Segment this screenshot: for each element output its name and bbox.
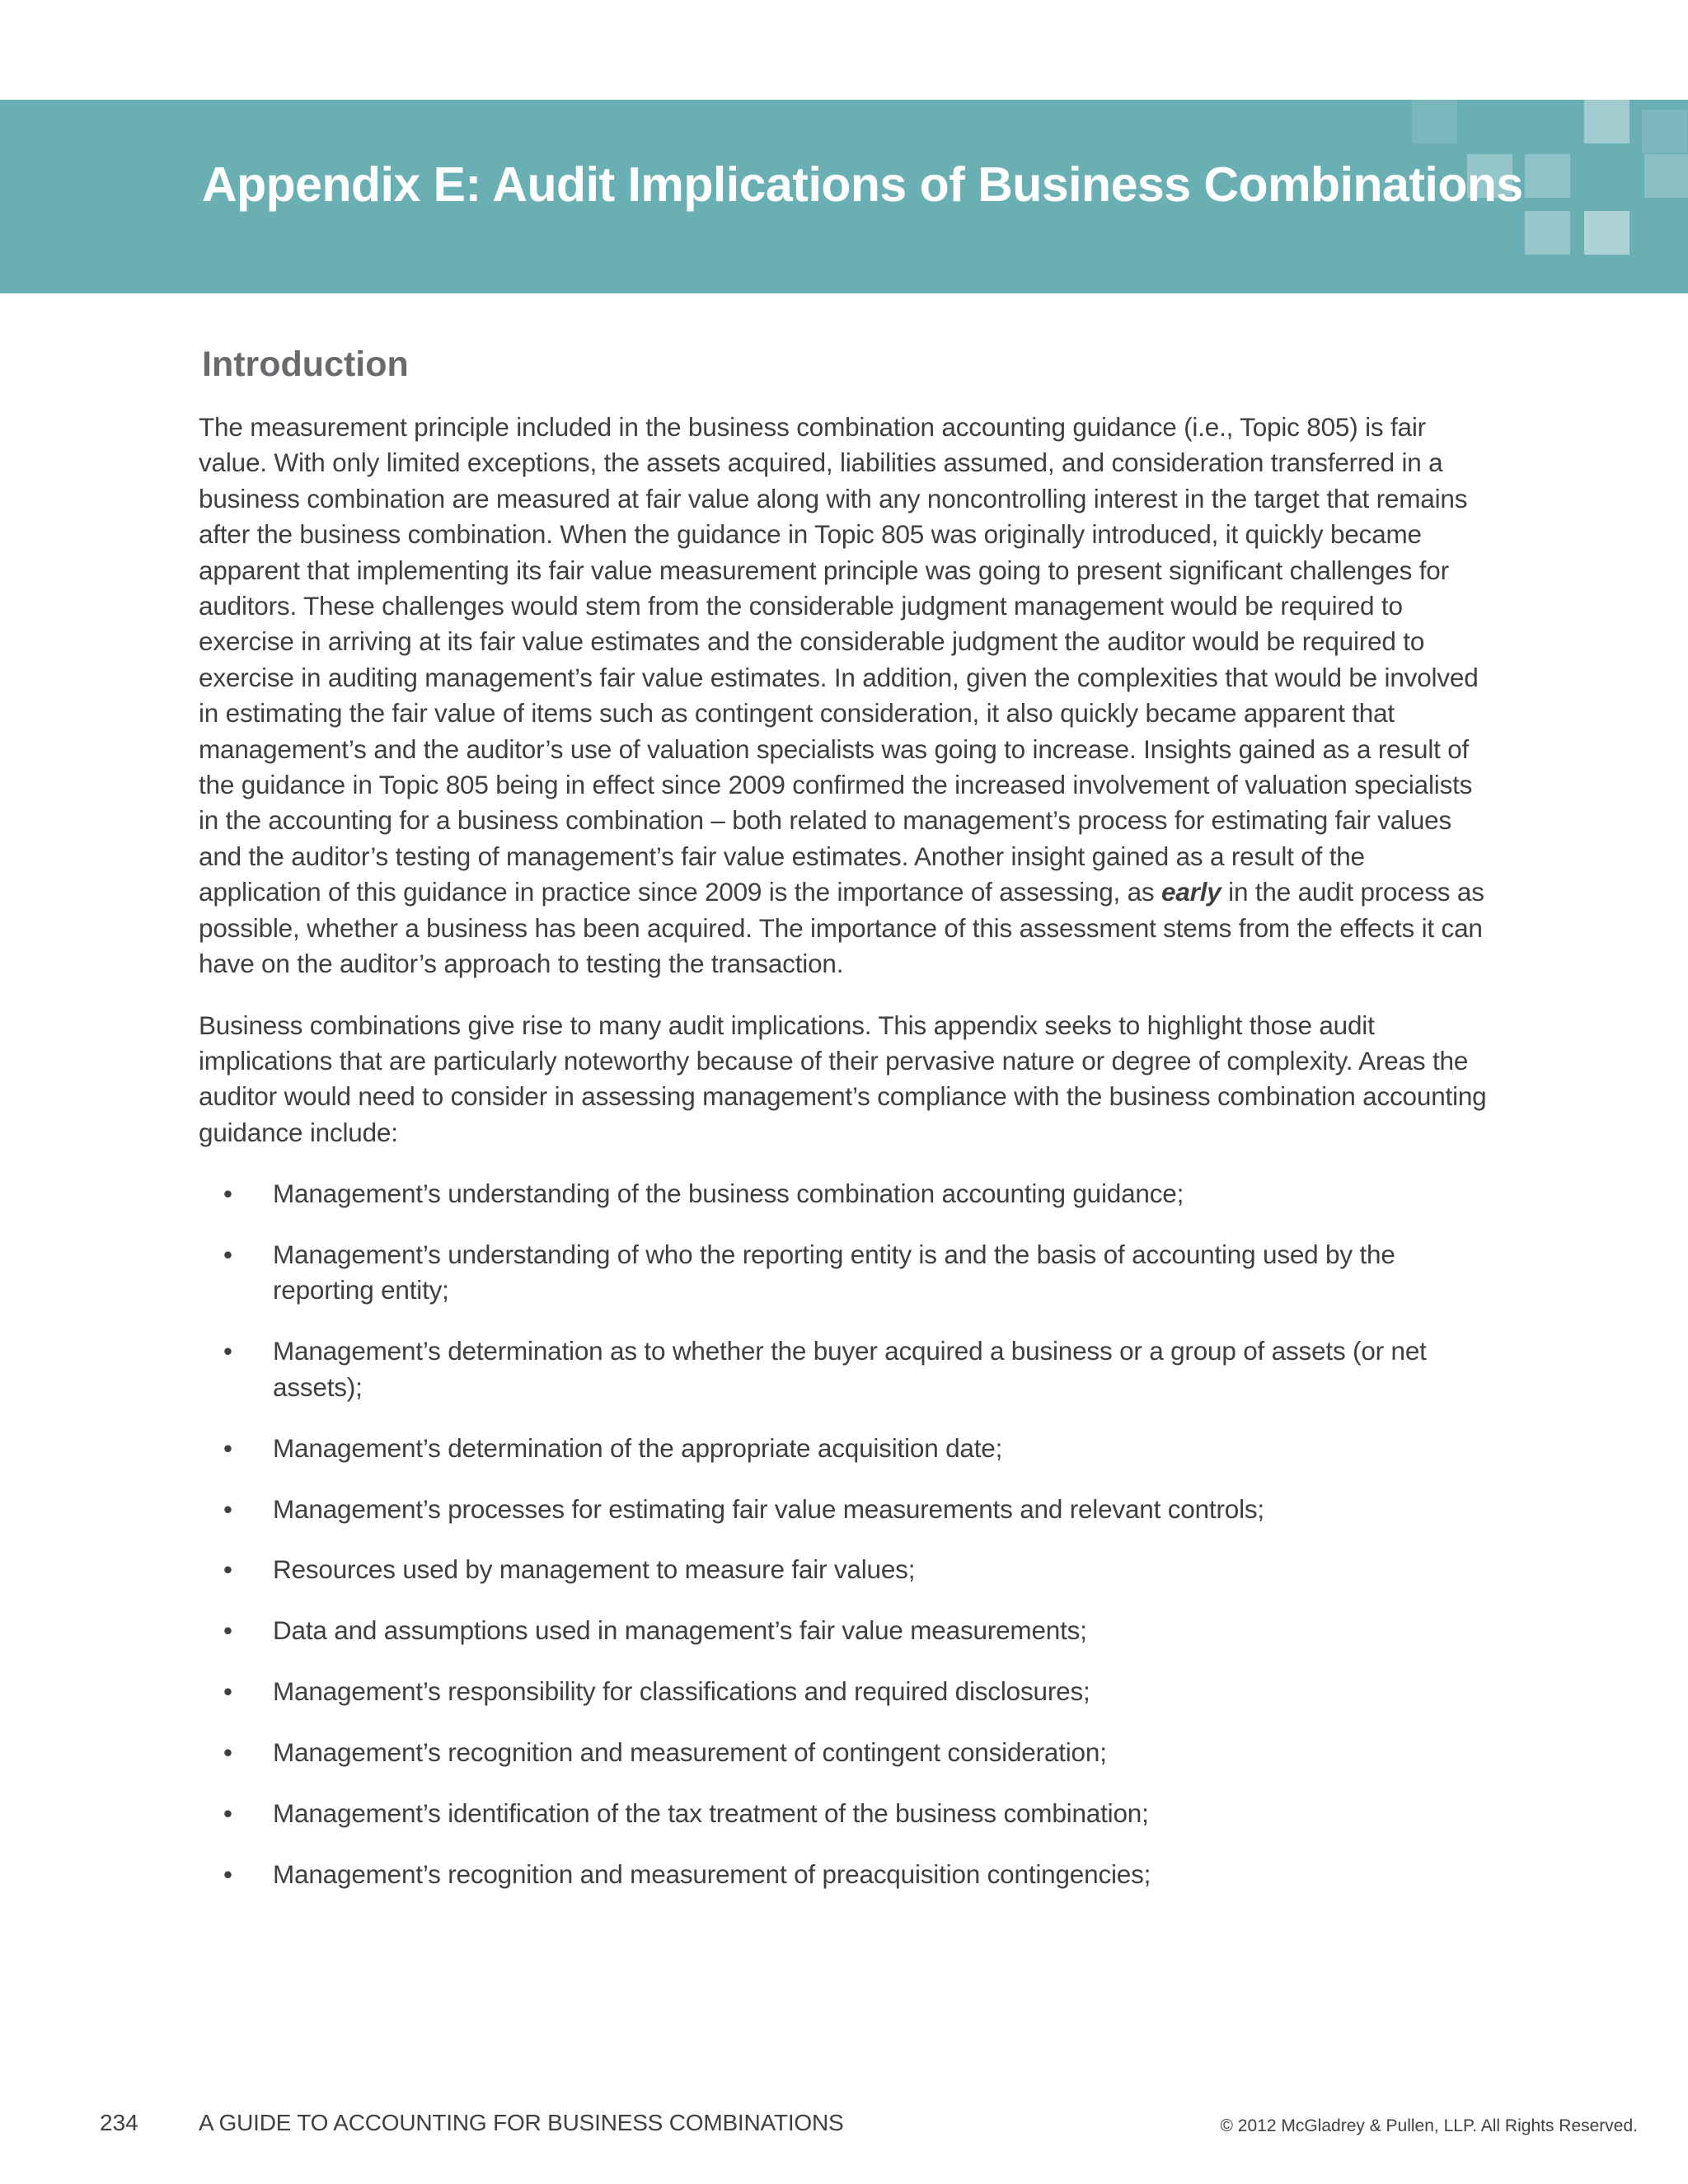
paragraph-text: in the audit process as possible, whether a business has been acquired. The importance of this assessment stems from the effects it can have on the auditor’s approach to testing the transaction. bbox=[199, 877, 1484, 979]
list-item-text: Management’s understanding of who the reporting entity is and the basis of accounting used by the reporting entity; bbox=[273, 1240, 1395, 1305]
list-item bbox=[199, 1674, 1493, 1709]
list-item-text: Resources used by management to measure fair values; bbox=[273, 1554, 916, 1585]
page-title: Appendix E: Audit Implications of Business Combinations bbox=[202, 157, 1523, 212]
bullet-icon: • bbox=[223, 1676, 232, 1707]
section-heading: Introduction bbox=[202, 344, 409, 384]
decor-square bbox=[1584, 211, 1629, 255]
decor-square bbox=[1584, 100, 1629, 143]
list-item-text: Management’s responsibility for classifications and required disclosures; bbox=[273, 1676, 1090, 1707]
paragraph-text: The measurement principle included in the business combination accounting guidance (i.e., Topic 805) is fair value. With only limited exceptions, the assets acquired, liabilities assumed, and consideration transferred in a business combination are measured at fair value along with any noncontrolling interest in the target that remains after the business combination. When the guidance in Topic 805 was originally introduced, it quickly became apparent that implementing its fair value measurement principle was going to present significant challenges for auditors. These challenges would stem from the considerable judgment management would be required to exercise in arriving at its fair value estimates and the considerable judgment the auditor would be required to exercise in auditing management’s fair value estimates. In addition, given the complexities that would be involved in estimating the fair value of items such as contingent consideration, it also quickly became apparent that management’s and the auditor’s use of valuation specialists was going to increase. Insights gained as a result of the guidance in Topic 805 being in effect since 2009 confirmed the increased involvement of valuation specialists in the accounting for a business combination – both related to management’s process for estimating fair values and the auditor’s testing of management’s fair value estimates. Another insight gained as a result of the application of this guidance in practice since 2009 is the importance of assessing, as bbox=[199, 412, 1479, 907]
page-number: 234 bbox=[100, 2110, 138, 2135]
list-item bbox=[199, 1613, 1493, 1648]
header-banner bbox=[0, 100, 1688, 293]
bullet-icon: • bbox=[223, 1240, 232, 1270]
list-item-text: Management’s determination of the appropriate acquisition date; bbox=[273, 1432, 1003, 1463]
list-item-text: Data and assumptions used in management’s fair value measurements; bbox=[273, 1615, 1087, 1646]
decor-square bbox=[1525, 211, 1570, 255]
bullet-icon: • bbox=[223, 1798, 232, 1829]
list-item-text: Management’s processes for estimating fair value measurements and relevant controls; bbox=[273, 1493, 1264, 1524]
list-item-text: Management’s recognition and measurement of contingent consideration; bbox=[273, 1737, 1107, 1768]
list-item bbox=[199, 1333, 1493, 1405]
bullet-icon: • bbox=[223, 1336, 232, 1366]
decor-square bbox=[1525, 154, 1570, 198]
decor-square bbox=[1644, 154, 1688, 198]
list-item bbox=[199, 1431, 1493, 1466]
list-item bbox=[199, 1796, 1493, 1831]
bullet-icon: • bbox=[223, 1554, 232, 1585]
bullet-icon: • bbox=[223, 1493, 232, 1524]
bullet-list bbox=[199, 1176, 1493, 1892]
list-item-text: Management’s identification of the tax treatment of the business combination; bbox=[273, 1798, 1149, 1829]
list-item bbox=[199, 1176, 1493, 1212]
decor-square bbox=[1412, 100, 1457, 143]
intro-paragraph-2: Business combinations give rise to many audit implications. This appendix seeks to highlight those audit implications that are particularly noteworthy because of their pervasive nature or degree of complexity. Areas the auditor would need to consider in assessing management’s compliance with the business combination accounting guidance include: bbox=[199, 1010, 1487, 1147]
bullet-icon: • bbox=[223, 1432, 232, 1463]
main-content bbox=[199, 344, 1493, 1918]
emphasis-text: early bbox=[1161, 877, 1221, 907]
list-item bbox=[199, 1552, 1493, 1587]
bullet-icon: • bbox=[223, 1737, 232, 1768]
list-item bbox=[199, 1857, 1493, 1892]
list-item bbox=[199, 1492, 1493, 1527]
decor-square bbox=[1642, 110, 1687, 153]
bullet-icon: • bbox=[223, 1615, 232, 1646]
list-item-text: Management’s determination as to whether the buyer acquired a business or a group of assets (or net assets); bbox=[273, 1336, 1427, 1402]
list-item-text: Management’s understanding of the business combination accounting guidance; bbox=[273, 1179, 1184, 1209]
footer-copyright: © 2012 McGladrey & Pullen, LLP. All Rights Reserved. bbox=[1220, 2116, 1638, 2135]
list-item bbox=[199, 1735, 1493, 1770]
intro-paragraph-1 bbox=[199, 410, 1493, 982]
list-item bbox=[199, 1237, 1493, 1309]
list-item-text: Management’s recognition and measurement of preacquisition contingencies; bbox=[273, 1859, 1151, 1889]
footer-guide-title: A GUIDE TO ACCOUNTING FOR BUSINESS COMBINATIONS bbox=[199, 2110, 844, 2135]
bullet-icon: • bbox=[223, 1179, 232, 1209]
bullet-icon: • bbox=[223, 1859, 232, 1889]
